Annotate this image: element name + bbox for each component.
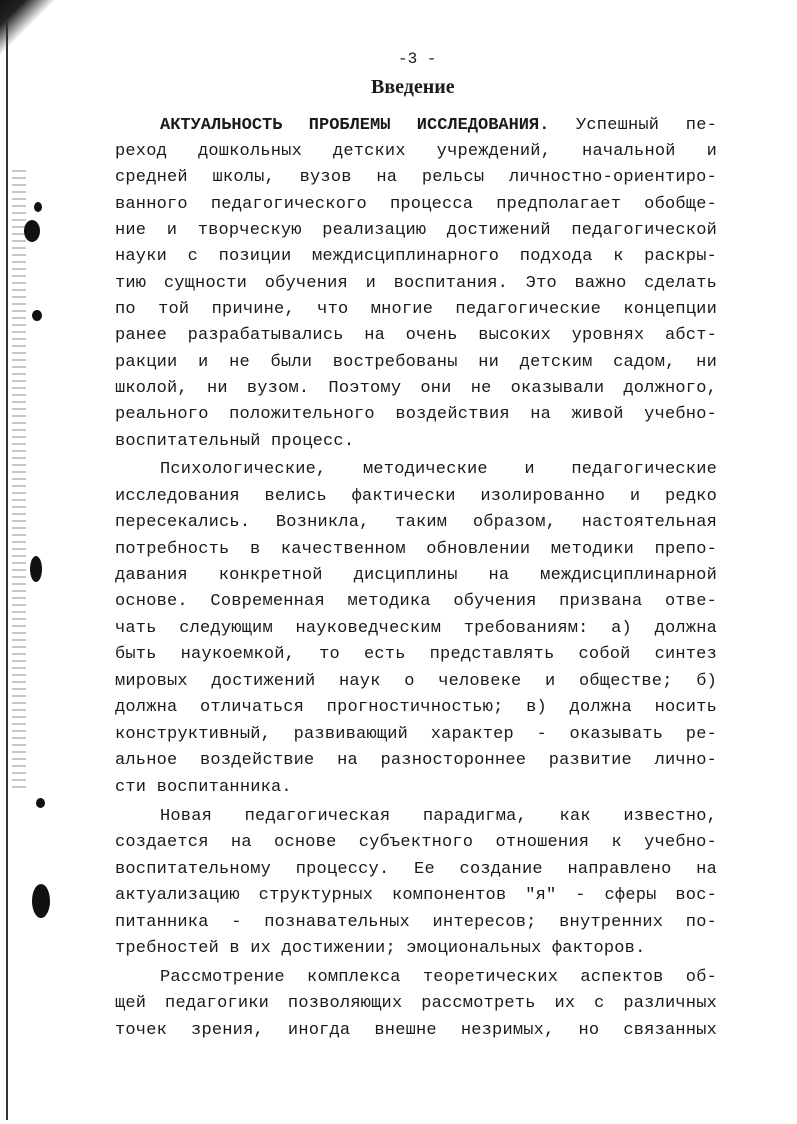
text-line: ракции и не были востребованы ни детским садом, ни bbox=[115, 353, 717, 372]
text-line: питанника - познавательных интересов; внутренних по- bbox=[115, 913, 717, 932]
page-number: -3 - bbox=[398, 50, 437, 68]
text-line: сти воспитанника. bbox=[115, 778, 292, 797]
text-line: по той причине, что многие педагогические концепции bbox=[115, 300, 717, 319]
text-line: Новая педагогическая парадигма, как известно, bbox=[160, 807, 717, 826]
text-line bbox=[160, 114, 717, 138]
text-line: воспитательному процессу. Ее создание направлено на bbox=[115, 860, 717, 879]
text-line: создается на основе субъектного отношения к учебно- bbox=[115, 833, 717, 852]
text-line: щей педагогики позволяющих рассмотреть их с различных bbox=[115, 994, 717, 1013]
text-line: исследования велись фактически изолированно и редко bbox=[115, 487, 717, 506]
text-line: мировых достижений наук о человеке и обществе; б) bbox=[115, 672, 717, 691]
text-line: ранее разрабатывались на очень высоких уровнях абст- bbox=[115, 326, 717, 345]
text-line: точек зрения, иногда внешне незримых, но связанных bbox=[115, 1021, 717, 1040]
text-line: альное воздействие на разностороннее развитие лично- bbox=[115, 751, 717, 770]
text-line: реход дошкольных детских учреждений, начальной и bbox=[115, 142, 717, 161]
text-line: реального положительного воздействия на живой учебно- bbox=[115, 405, 717, 424]
page-title: Введение bbox=[371, 76, 455, 98]
text-line: Рассмотрение комплекса теоретических аспектов об- bbox=[160, 968, 717, 987]
text-line: быть наукоемкой, то есть представлять собой синтез bbox=[115, 645, 717, 664]
text-line: школой, ни вузом. Поэтому они не оказывали должного, bbox=[115, 379, 717, 398]
scan-artifact-dot bbox=[24, 220, 40, 242]
text-line-tail: Успешный пе- bbox=[576, 116, 717, 135]
text-line: требностей в их достижении; эмоциональных факторов. bbox=[115, 939, 646, 958]
text-line: актуализацию структурных компонентов "я" - сферы вос- bbox=[115, 886, 717, 905]
text-line: науки с позиции междисциплинарного подхода к раскры- bbox=[115, 247, 717, 266]
text-line: потребность в качественном обновлении методики препо- bbox=[115, 540, 717, 559]
scan-artifact-dot bbox=[30, 556, 42, 582]
text-line: конструктивный, развивающий характер - оказывать ре- bbox=[115, 725, 717, 744]
lead-bold-text: АКТУАЛЬНОСТЬ ПРОБЛЕМЫ ИССЛЕДОВАНИЯ. bbox=[160, 116, 550, 135]
scan-artifact-dot bbox=[36, 798, 45, 808]
text-line: должна отличаться прогностичностью; в) должна носить bbox=[115, 698, 717, 717]
text-line: давания конкретной дисциплины на междисциплинарной bbox=[115, 566, 717, 585]
scan-artifact-dot bbox=[32, 884, 50, 918]
text-line: чать следующим науковедческим требованиям: а) должна bbox=[115, 619, 717, 638]
scan-artifact-dot bbox=[32, 310, 42, 321]
text-line: тию сущности обучения и воспитания. Это важно сделать bbox=[115, 274, 717, 293]
text-line: средней школы, вузов на рельсы личностно-ориентиро- bbox=[115, 168, 717, 187]
text-line: воспитательный процесс. bbox=[115, 432, 355, 451]
text-line: основе. Современная методика обучения призвана отве- bbox=[115, 592, 717, 611]
text-line: Психологические, методические и педагогические bbox=[160, 460, 717, 479]
text-line: ние и творческую реализацию достижений педагогической bbox=[115, 221, 717, 240]
text-line: ванного педагогического процесса предполагает обобще- bbox=[115, 195, 717, 214]
scan-artifact-dot bbox=[34, 202, 42, 212]
text-line: пересекались. Возникла, таким образом, настоятельная bbox=[115, 513, 717, 532]
